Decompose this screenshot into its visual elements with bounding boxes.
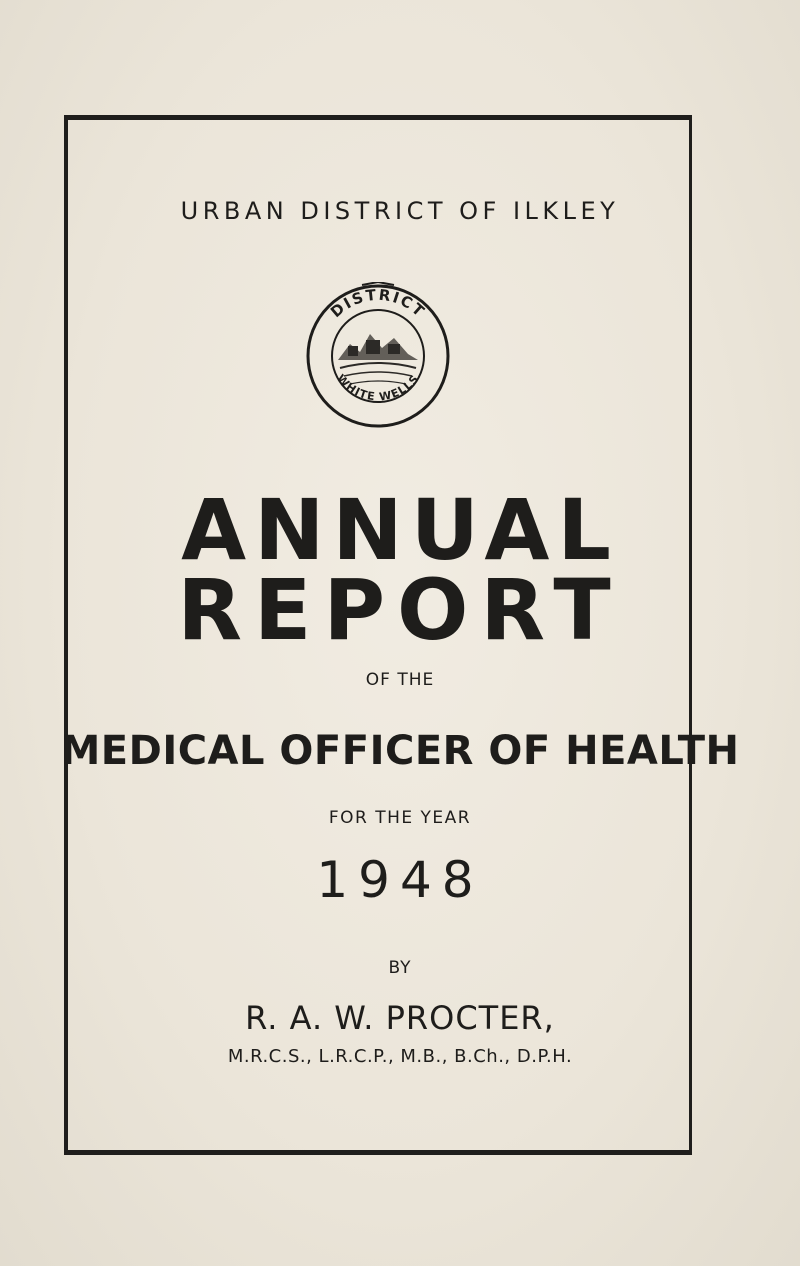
report-year: 1948 (316, 851, 484, 909)
subject-heading: MEDICAL OFFICER OF HEALTH (60, 728, 740, 774)
district-heading: URBAN DISTRICT OF ILKLEY (180, 197, 620, 225)
author-qualifications: M.R.C.S., L.R.C.P., M.B., B.Ch., D.P.H. (227, 1046, 573, 1067)
title-report: REPORT (177, 561, 623, 659)
title-annual: ANNUAL (181, 481, 619, 579)
seal-bottom-text: WHITE WELLS (334, 372, 422, 404)
of-the-label: OF THE (365, 670, 435, 690)
author-name: R. A. W. PROCTER, (245, 999, 555, 1037)
for-the-year-label: FOR THE YEAR (328, 808, 472, 828)
seal-top-text: DISTRICT (327, 285, 430, 322)
svg-text:DISTRICT (327, 286, 429, 321)
council-seal (304, 282, 452, 430)
svg-text:WHITE WELLS (334, 372, 422, 404)
by-label: BY (388, 958, 412, 978)
seal-landscape (338, 334, 418, 384)
